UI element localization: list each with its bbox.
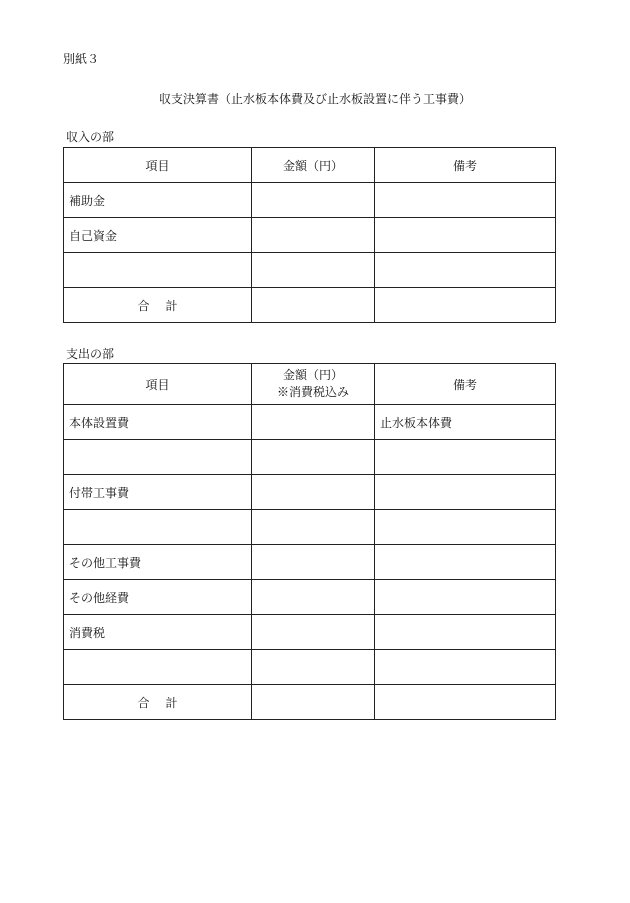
expense-item-cell[interactable] — [64, 440, 252, 475]
income-item-cell: 自己資金 — [64, 218, 252, 253]
expense-note-cell[interactable] — [375, 650, 556, 685]
table-row — [64, 183, 556, 218]
expense-amount-cell[interactable] — [252, 650, 375, 685]
expense-item-cell[interactable] — [64, 510, 252, 545]
income-header-item: 項目 — [64, 148, 252, 183]
expense-header-amount-line2: ※消費税込み — [276, 385, 349, 399]
expense-total-label: 合 計 — [64, 685, 252, 720]
income-section-label: 収入の部 — [66, 130, 115, 144]
expense-item-cell: その他工事費 — [64, 545, 252, 580]
table-row — [64, 475, 556, 510]
expense-note-cell[interactable] — [375, 510, 556, 545]
expense-total-amount[interactable] — [252, 685, 375, 720]
income-amount-cell[interactable] — [252, 218, 375, 253]
expense-note-cell: 止水板本体費 — [375, 405, 556, 440]
expense-section-label: 支出の部 — [66, 347, 115, 361]
table-row — [64, 218, 556, 253]
expense-item-cell[interactable] — [64, 650, 252, 685]
expense-total-row — [64, 685, 556, 720]
expense-note-cell[interactable] — [375, 580, 556, 615]
expense-amount-cell[interactable] — [252, 580, 375, 615]
expense-amount-cell[interactable] — [252, 615, 375, 650]
expense-note-cell[interactable] — [375, 545, 556, 580]
table-row — [64, 615, 556, 650]
income-item-cell[interactable] — [64, 253, 252, 288]
income-note-cell[interactable] — [375, 253, 556, 288]
expense-note-cell[interactable] — [375, 615, 556, 650]
income-total-row — [64, 288, 556, 323]
income-total-amount[interactable] — [252, 288, 375, 323]
income-item-cell: 補助金 — [64, 183, 252, 218]
income-table — [63, 147, 556, 323]
expense-header-amount-line1: 金額（円） — [282, 368, 343, 382]
document-title: 収支決算書（止水板本体費及び止水板設置に伴う工事費） — [158, 92, 471, 106]
table-row — [64, 510, 556, 545]
income-total-label: 合 計 — [64, 288, 252, 323]
expense-item-cell: 消費税 — [64, 615, 252, 650]
expense-total-note[interactable] — [375, 685, 556, 720]
table-row — [64, 405, 556, 440]
income-note-cell[interactable] — [375, 183, 556, 218]
expense-item-cell: その他経費 — [64, 580, 252, 615]
expense-note-cell[interactable] — [375, 475, 556, 510]
table-row — [64, 545, 556, 580]
table-row — [64, 440, 556, 475]
expense-header-item: 項目 — [64, 364, 252, 405]
expense-note-cell[interactable] — [375, 440, 556, 475]
table-row — [64, 253, 556, 288]
income-amount-cell[interactable] — [252, 253, 375, 288]
income-header-row — [64, 148, 556, 183]
income-amount-cell[interactable] — [252, 183, 375, 218]
income-header-note: 備考 — [375, 148, 556, 183]
income-note-cell[interactable] — [375, 218, 556, 253]
expense-header-row — [64, 364, 556, 405]
expense-header-amount — [252, 364, 375, 405]
expense-item-cell: 付帯工事費 — [64, 475, 252, 510]
income-total-note[interactable] — [375, 288, 556, 323]
expense-amount-cell[interactable] — [252, 405, 375, 440]
table-row — [64, 650, 556, 685]
expense-item-cell: 本体設置費 — [64, 405, 252, 440]
expense-amount-cell[interactable] — [252, 440, 375, 475]
expense-table — [63, 363, 556, 720]
income-header-amount: 金額（円） — [252, 148, 375, 183]
expense-amount-cell[interactable] — [252, 510, 375, 545]
attachment-label: 別紙３ — [63, 52, 100, 66]
table-row — [64, 580, 556, 615]
expense-amount-cell[interactable] — [252, 545, 375, 580]
expense-header-note: 備考 — [375, 364, 556, 405]
expense-amount-cell[interactable] — [252, 475, 375, 510]
